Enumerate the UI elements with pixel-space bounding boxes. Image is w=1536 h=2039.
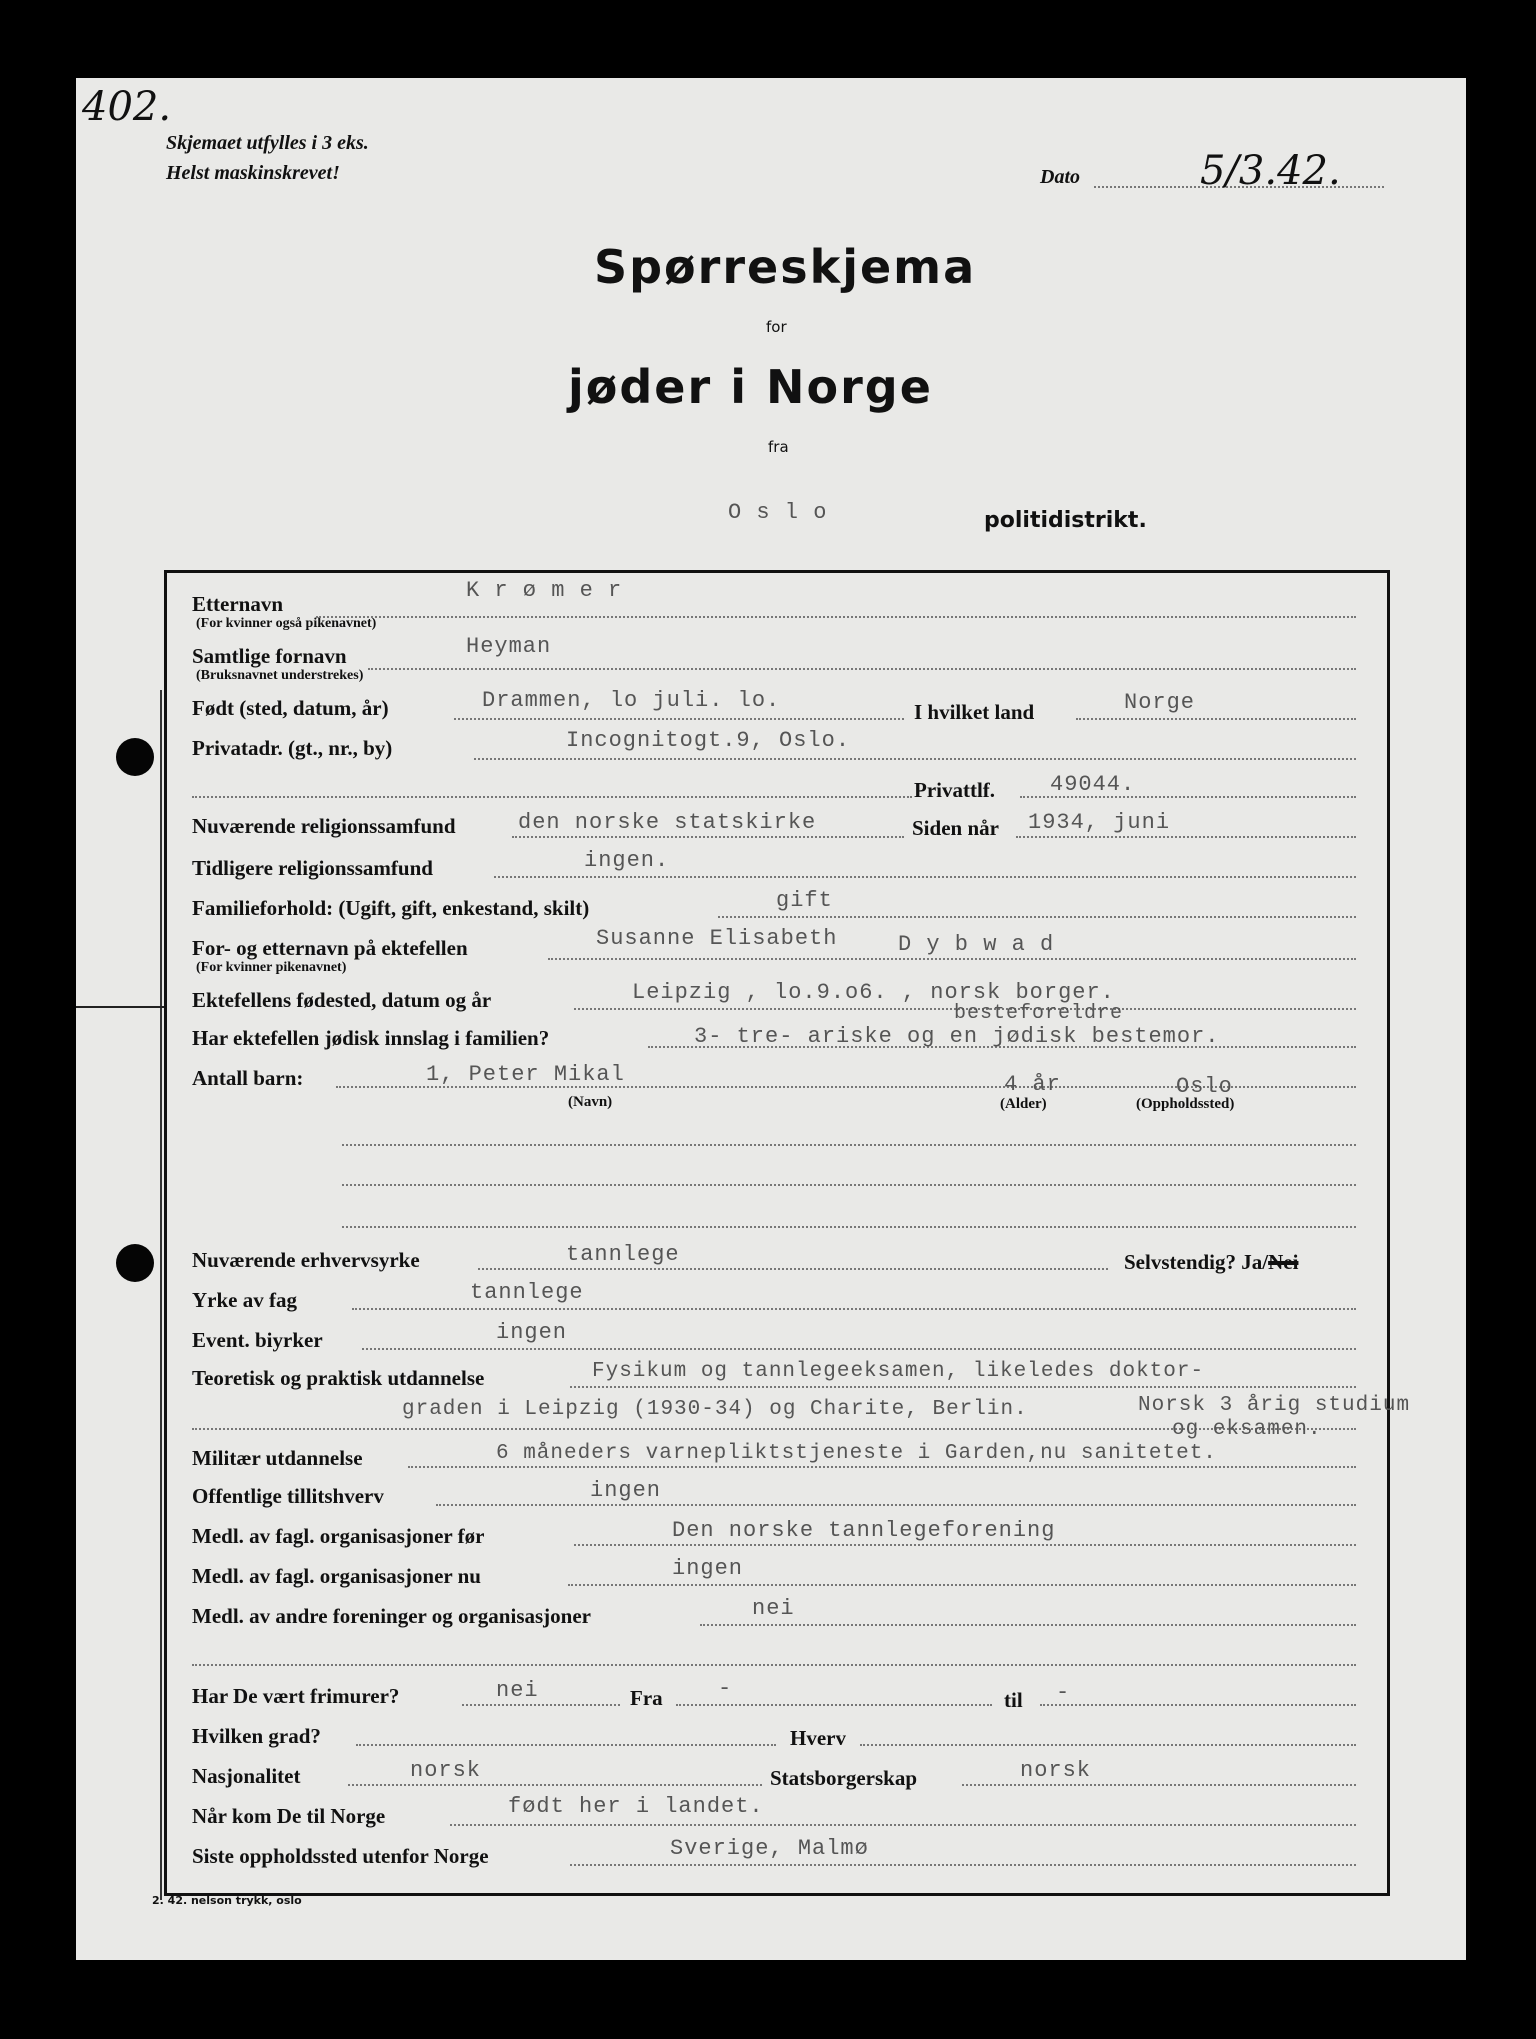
org-for-label: Medl. av fagl. organisasjoner før <box>192 1524 485 1548</box>
kom-norge-label: Når kom De til Norge <box>192 1804 386 1828</box>
biyrker-label: Event. biyrker <box>192 1328 323 1352</box>
etternavn-value: K r ø m e r <box>466 578 623 603</box>
siden-naar-label: Siden når <box>912 816 999 840</box>
barn-col-navn: (Navn) <box>568 1094 613 1110</box>
form-title: Spørreskjema <box>594 240 977 294</box>
etternavn-label: Etternavn <box>192 592 283 616</box>
familieforhold-value: gift <box>776 888 833 913</box>
tillitshverv-label: Offentlige tillitshverv <box>192 1484 384 1508</box>
yrke-label: Yrke av fag <box>192 1288 297 1312</box>
org-for-value: Den norske tannlegeforening <box>672 1518 1056 1543</box>
utdannelse-value3: Norsk 3 årig studium <box>1138 1394 1411 1417</box>
fodt-value: Drammen, lo juli. lo. <box>482 688 781 713</box>
privatadr-label: Privatadr. (gt., nr., by) <box>192 736 393 760</box>
barn-place: Oslo <box>1176 1074 1233 1099</box>
siste-opphold-value: Sverige, Malmø <box>670 1836 869 1861</box>
frimurer-value: nei <box>496 1678 539 1703</box>
utdannelse-label: Teoretisk og praktisk utdannelse <box>192 1366 485 1390</box>
form-subtitle: jøder i Norge <box>568 360 933 414</box>
instruction-typed: Helst maskinskrevet! <box>166 162 340 184</box>
ektefelle-sub: (For kvinner pikenavnet) <box>196 960 347 975</box>
erhverv-label: Nuværende erhvervsyrke <box>192 1248 420 1272</box>
statsborgerskap-label: Statsborgerskap <box>770 1766 918 1790</box>
ektefelle-label: For- og etternavn på ektefellen <box>192 936 468 960</box>
utdannelse-value4: og eksamen. <box>1172 1418 1322 1441</box>
frimurer-label: Har De vært frimurer? <box>192 1684 400 1708</box>
militaer-label: Militær utdannelse <box>192 1446 363 1470</box>
barn-col-opphold: (Oppholdssted) <box>1136 1096 1235 1112</box>
barn-value: 1, Peter Mikal <box>426 1062 625 1087</box>
fornavn-sub: (Bruksnavnet understrekes) <box>196 668 364 683</box>
andre-org-value: nei <box>752 1596 795 1621</box>
religion-naa-value: den norske statskirke <box>518 810 817 835</box>
selvstendig-label: Selvstendig? Ja/Nei <box>1124 1250 1299 1274</box>
nasjonalitet-value: norsk <box>410 1758 482 1783</box>
militaer-value: 6 måneders varnepliktstjeneste i Garden,nu sanitetet. <box>496 1442 1217 1465</box>
land-value: Norge <box>1124 690 1196 715</box>
nasjonalitet-label: Nasjonalitet <box>192 1764 301 1788</box>
siste-opphold-label: Siste oppholdssted utenfor Norge <box>192 1844 489 1868</box>
siden-naar-value: 1934, juni <box>1028 810 1171 835</box>
utdannelse-value1: Fysikum og tannlegeeksamen, likeledes doktor- <box>592 1360 1205 1383</box>
til-value: - <box>1056 1680 1071 1705</box>
andre-org-label: Medl. av andre foreninger og organisasjoner <box>192 1604 591 1628</box>
fra-value: - <box>718 1676 733 1701</box>
date-value: 5/3.42. <box>1200 148 1341 194</box>
jodisk-insert: besteforeldre <box>954 1002 1124 1025</box>
statsborgerskap-value: norsk <box>1020 1758 1092 1783</box>
org-nu-label: Medl. av fagl. organisasjoner nu <box>192 1564 481 1588</box>
punch-hole-top <box>116 738 154 776</box>
fornavn-value: Heyman <box>466 634 552 659</box>
fornavn-label: Samtlige fornavn <box>192 644 347 668</box>
religion-tidl-label: Tidligere religionssamfund <box>192 856 433 880</box>
ektefelle-value1: Susanne Elisabeth <box>596 926 838 951</box>
religion-tidl-value: ingen. <box>584 848 670 873</box>
utdannelse-value2: graden i Leipzig (1930-34) og Charite, Berlin. <box>402 1398 1028 1421</box>
selvstendig-struck: Nei <box>1268 1250 1299 1274</box>
org-nu-value: ingen <box>672 1556 744 1581</box>
fodt-label: Født (sted, datum, år) <box>192 696 389 720</box>
district-label: politidistrikt. <box>984 508 1147 533</box>
page-number: 402. <box>82 84 172 130</box>
hverv-label: Hverv <box>790 1726 846 1750</box>
printer-credit: 2. 42. nelson trykk, oslo <box>152 1894 302 1907</box>
jodisk-innslag-value: 3- tre- ariske og en jødisk bestemor. <box>694 1024 1220 1049</box>
privatadr-value: Incognitogt.9, Oslo. <box>566 728 851 753</box>
punch-hole-bottom <box>116 1244 154 1282</box>
fra-label: Fra <box>630 1686 663 1710</box>
barn-col-alder: (Alder) <box>1000 1096 1047 1112</box>
til-label: til <box>1004 1688 1023 1712</box>
etternavn-sub: (For kvinner også pikenavnet) <box>196 616 377 631</box>
familieforhold-label: Familieforhold: (Ugift, gift, enkestand, skilt) <box>192 896 590 920</box>
grad-label: Hvilken grad? <box>192 1724 321 1748</box>
land-label: I hvilket land <box>914 700 1035 724</box>
privattlf-value: 49044. <box>1050 772 1136 797</box>
religion-naa-label: Nuværende religionssamfund <box>192 814 456 838</box>
ektefelle-fodt-value: Leipzig , lo.9.o6. , norsk borger. <box>632 980 1115 1005</box>
title-fra: fra <box>768 438 789 456</box>
barn-label: Antall barn: <box>192 1066 304 1090</box>
district-value: O s l o <box>728 500 828 525</box>
barn-age: 4 år <box>1004 1072 1061 1097</box>
biyrker-value: ingen <box>496 1320 568 1345</box>
kom-norge-value: født her i landet. <box>508 1794 764 1819</box>
ektefelle-value2: D y b w a d <box>898 932 1055 957</box>
ektefelle-fodt-label: Ektefellens fødested, datum og år <box>192 988 492 1012</box>
yrke-value: tannlege <box>470 1280 584 1305</box>
erhverv-value: tannlege <box>566 1242 680 1267</box>
tillitshverv-value: ingen <box>590 1478 662 1503</box>
instruction-copies: Skjemaet utfylles i 3 eks. <box>166 132 369 154</box>
date-label: Dato <box>1040 166 1080 188</box>
jodisk-innslag-label: Har ektefellen jødisk innslag i familien? <box>192 1026 550 1050</box>
title-for: for <box>766 318 787 336</box>
privattlf-label: Privattlf. <box>914 778 996 802</box>
